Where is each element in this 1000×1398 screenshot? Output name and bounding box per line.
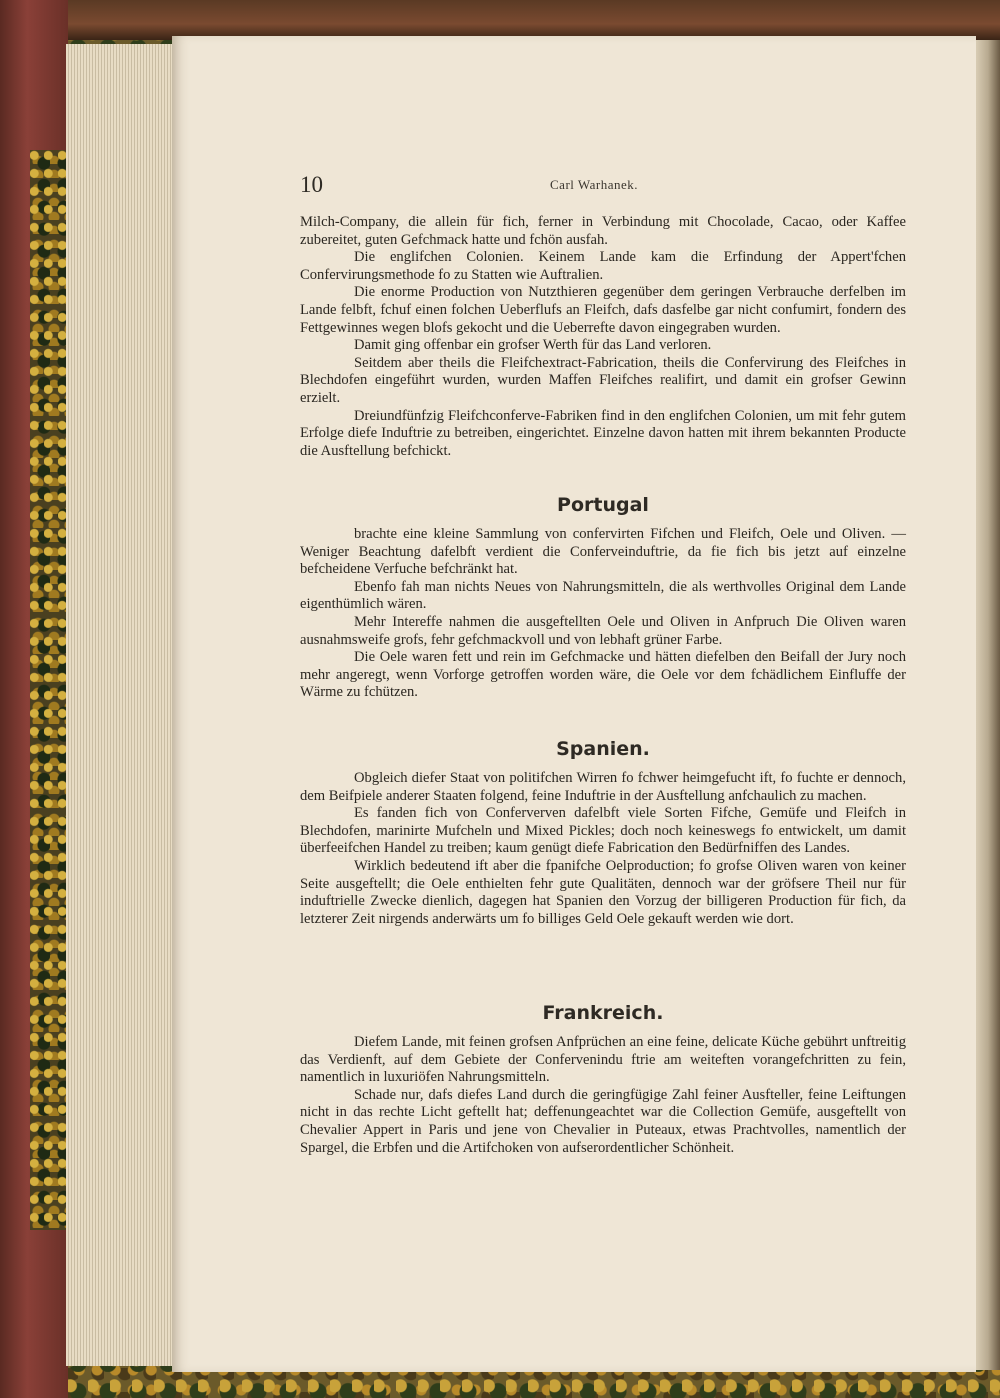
- section-title-spanien: Spanien.: [556, 738, 650, 760]
- marbled-endpaper: [30, 150, 68, 1230]
- page-content: [300, 172, 906, 1156]
- paragraph: Seitdem aber theils die Fleifchextract-Fabrication, theils die Confervirung des Fleifches in Blechdofen eingeführt wurden, wurden Maffen Fleifches realifirt, und damit ein grofser Gewinn erzielt.: [300, 354, 906, 406]
- section-frankreich: [300, 1034, 906, 1157]
- paragraph: Diefem Lande, mit feinen grofsen Anfprüchen an eine feine, delicate Küche gebührt unftreitig das Verdienft, auf dem Gebiete der Confervenindu ftrie am weiteften vorangefchritten zu fein, namentlich in luxuriöfen Nahrungsmitteln.: [300, 1034, 906, 1086]
- paragraph: Ebenfo fah man nichts Neues von Nahrungsmitteln, die als werthvolles Original dem Lande eigenthümlich wären.: [300, 578, 906, 613]
- paragraph: Wirklich bedeutend ift aber die fpanifche Oelproduction; fo grofse Oliven waren von keiner Seite ausgeftellt; die Oele enthielten fehr gute Qualitäten, dennoch war der gröfsere Theil nur für induftrielle Zwecke dienlich, dagegen hat Spanien den Vorzug der billigeren Production für fich, da letzterer Zeit nirgends anderwärts um fo billiges Geld Oele gekauft werden wie dort.: [300, 857, 906, 927]
- page-header: [300, 172, 906, 202]
- paragraph: Obgleich diefer Staat von politifchen Wirren fo fchwer heimgefucht ift, fo fuchte er dennoch, dem Beifpiele anderer Staaten folgend, feine Induftrie in der Ausftellung anfchaulich zu machen.: [300, 770, 906, 804]
- running-head: Carl Warhanek.: [550, 177, 639, 192]
- paragraph: Es fanden fich von Conferverven dafelbft viele Sorten Fifche, Gemüfe und Fleifch in Blechdofen, marinirte Mufcheln und Mixed Pickles; doch noch keineswegs fo entwickelt, um damit überfeeifchen Handel zu treiben; kaum genügt diefe Fabrication den Bedürfniffen des Landes.: [300, 805, 906, 857]
- section-title-frankreich: Frankreich.: [542, 1002, 664, 1024]
- paragraph: Die enorme Production von Nutzthieren gegenüber dem geringen Verbrauche derfelben im Lande felbft, fchuf einen folchen Ueberflufs an Fleifch, dafs dasfelbe gar nicht confumirt, fondern des Fettgewinnes wegen blofs gekocht und die Ueberrefte davon eingegraben wurden.: [300, 284, 906, 336]
- paragraph: Milch-Company, die allein für fich, ferner in Verbindung mit Chocolade, Cacao, oder Kaffee zubereitet, guten Gefchmack hatte und fchön ausfah.: [300, 214, 906, 248]
- section-spanien: [300, 770, 906, 928]
- paragraph: Die Oele waren fett und rein im Gefchmacke und hätten diefelben den Beifall der Jury noch mehr angeregt, wenn Vorforge getroffen worden wäre, die Oele vor dem fchädlichem Einfluffe der Wärme zu fchützen.: [300, 649, 906, 701]
- paragraph: Damit ging offenbar ein grofser Werth für das Land verloren.: [354, 337, 712, 354]
- page-block-edges: [66, 44, 176, 1366]
- section-portugal: [300, 526, 906, 702]
- paragraph: Schade nur, dafs diefes Land durch die geringfügige Zahl feiner Ausfteller, feine Leiftungen nicht in das rechte Licht geftellt hat; deffenungeachtet war die Collection Gemüfe, ausgeftellt von Chevalier Appert in Paris und jene von Chevalier in Puteaux, etwas Prachtvolles, namentlich der Spargel, die Erbfen und die Artifchoken von aufserordentlicher Schönheit.: [300, 1086, 906, 1156]
- paragraph: Dreiundfünfzig Fleifchconferve-Fabriken find in den englifchen Colonien, um mit fehr gutem Erfolge diefe Induftrie zu betreiben, eingerichtet. Einzelne davon hatten mit ihrem bekannten Producte die Ausftellung befchickt.: [300, 407, 906, 459]
- book-top-edge: [0, 0, 1000, 40]
- paragraph: Mehr Intereffe nahmen die ausgeftellten Oele und Oliven in Anfpruch Die Oliven waren ausnahmsweife grofs, fehr gefchmackvoll und von lebhaft grüner Farbe.: [300, 613, 906, 648]
- paragraph: brachte eine kleine Sammlung von confervirten Fifchen und Fleifch, Oele und Oliven. — Weniger Beachtung dafelbft verdient die Conferveinduftrie, da fie fich bis jetzt auf einzelne befcheidene Verfuche befchränkt hat.: [300, 526, 906, 578]
- paragraph: Die englifchen Colonien. Keinem Lande kam die Erfindung der Appert'fchen Confervirungsmethode fo zu Statten wie Auftralien.: [300, 249, 906, 283]
- page-number: 10: [300, 172, 323, 197]
- section-title-portugal: Portugal: [557, 494, 649, 516]
- intro-text: [300, 214, 906, 460]
- page-gutter-right: [976, 40, 1000, 1370]
